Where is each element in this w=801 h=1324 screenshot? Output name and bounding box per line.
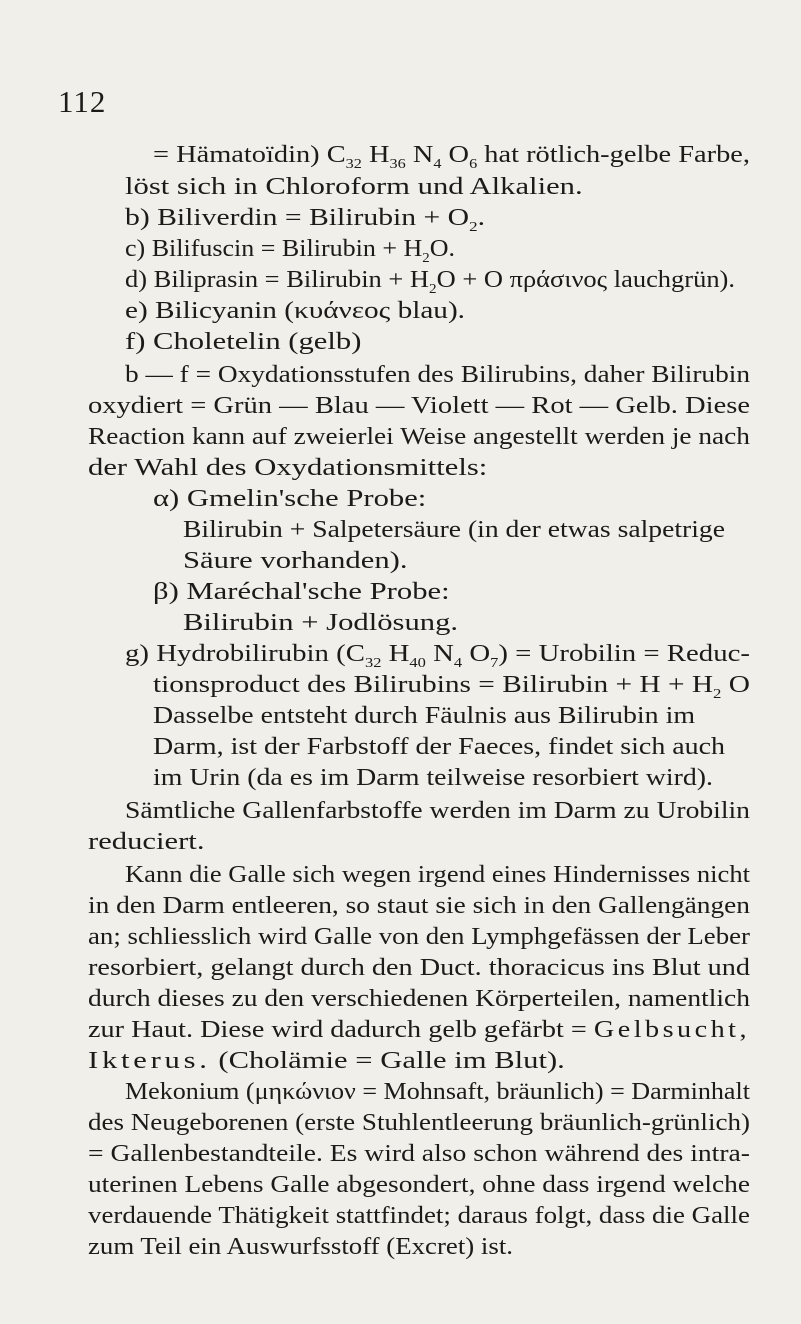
text-line bbox=[88, 1201, 750, 1231]
subscript: 6 bbox=[469, 156, 478, 172]
text-line bbox=[125, 296, 465, 326]
subscript: 32 bbox=[364, 655, 382, 671]
text-run: durch dieses zu den verschiedenen Körperteilen, namentlich bbox=[88, 985, 751, 1012]
text-run: O. bbox=[429, 235, 455, 262]
text-run: Reaction kann auf zweierlei Weise angestellt werden je nach bbox=[88, 423, 750, 450]
text-run: b — f = Oxydationsstufen des Bilirubins, daher Bilirubin bbox=[125, 361, 751, 388]
text-line bbox=[88, 1170, 750, 1200]
text-run: resorbiert, gelangt durch den Duct. thoracicus ins Blut und bbox=[88, 954, 750, 981]
subscript: 2 bbox=[429, 281, 437, 297]
text-run: Bilirubin + Jodlösung. bbox=[183, 609, 459, 636]
text-run: . bbox=[477, 204, 486, 231]
text-line bbox=[88, 827, 204, 857]
subscript: 4 bbox=[433, 156, 442, 172]
text-run: N bbox=[425, 640, 454, 667]
text-run: uterinen Lebens Galle abgesondert, ohne dass irgend welche bbox=[88, 1171, 750, 1198]
text-line bbox=[88, 453, 487, 483]
text-line bbox=[153, 701, 695, 731]
text-run: der Wahl des Oxydationsmittels: bbox=[88, 454, 488, 481]
text-line bbox=[153, 577, 450, 607]
text-run: Sämtliche Gallenfarbstoffe werden im Darm zu Urobilin bbox=[125, 797, 751, 824]
text-run: löst sich in Chloroform und Alkalien. bbox=[125, 173, 583, 200]
text-run: zum Teil ein Auswurfsstoff (Excret) ist. bbox=[88, 1233, 514, 1260]
text-line bbox=[153, 140, 750, 170]
text-run: H bbox=[361, 141, 390, 168]
text-line bbox=[88, 422, 750, 452]
page-number: 112 bbox=[58, 84, 107, 119]
text-run: d) Biliprasin = Bilirubin + H bbox=[125, 266, 430, 293]
text-line bbox=[125, 265, 735, 295]
text-run: c) Bilifuscin = Bilirubin + H bbox=[125, 235, 423, 262]
text-run: α) Gmelin'sche Probe: bbox=[153, 485, 427, 512]
text-line bbox=[153, 732, 725, 762]
text-line bbox=[125, 860, 750, 890]
text-run: β) Maréchal'sche Probe: bbox=[153, 578, 450, 605]
text-line bbox=[88, 1046, 565, 1076]
text-line bbox=[183, 515, 725, 545]
text-run: des Neugeborenen (erste Stuhlentleerung bräunlich-grünlich) bbox=[88, 1109, 750, 1136]
text-run: Dasselbe entsteht durch Fäulnis aus Bilirubin im bbox=[153, 702, 696, 729]
text-run: verdauende Thätigkeit stattfindet; daraus folgt, dass die Galle bbox=[88, 1202, 750, 1229]
subscript: 2 bbox=[713, 686, 722, 702]
text-run: O bbox=[462, 640, 491, 667]
subscript: 40 bbox=[409, 655, 426, 671]
text-run: oxydiert = Grün — Blau — Violett — Rot — Gelb. Diese bbox=[88, 392, 750, 419]
text-line bbox=[183, 608, 458, 638]
text-line bbox=[125, 172, 583, 202]
subscript: 4 bbox=[453, 655, 463, 671]
text-run: = Gallenbestandteile. Es wird also schon während des intra- bbox=[88, 1140, 751, 1167]
text-line bbox=[88, 1108, 750, 1138]
text-run: N bbox=[405, 141, 434, 168]
text-run: g) Hydrobilirubin (C bbox=[125, 640, 365, 667]
subscript: 2 bbox=[469, 219, 478, 235]
text-run: e) Bilicyanin (κυάνεος blau). bbox=[125, 297, 466, 324]
text-run: O + O πράσινος lauchgrün). bbox=[436, 266, 735, 293]
text-line bbox=[88, 953, 750, 983]
text-line bbox=[88, 1139, 750, 1169]
subscript: 36 bbox=[389, 156, 406, 172]
text-run: im Urin (da es im Darm teilweise resorbiert wird). bbox=[153, 764, 714, 791]
subscript: 32 bbox=[345, 156, 362, 172]
text-run: H bbox=[381, 640, 410, 667]
text-line bbox=[125, 796, 750, 826]
text-run: Bilirubin + Salpetersäure (in der etwas salpetrige bbox=[183, 516, 725, 543]
text-line bbox=[88, 1015, 750, 1045]
text-line bbox=[125, 360, 750, 390]
text-run: O bbox=[441, 141, 470, 168]
text-run: = Hämatoïdin) C bbox=[153, 141, 346, 168]
subscript: 7 bbox=[490, 655, 499, 671]
text-run: Mekonium (μηκώνιον = Mohnsaft, bräunlich) = Darminhalt bbox=[125, 1078, 750, 1105]
text-line bbox=[88, 1232, 513, 1262]
text-run: ) = Urobilin = Reduc- bbox=[498, 640, 750, 667]
text-line bbox=[153, 484, 426, 514]
text-line bbox=[125, 234, 455, 264]
text-run: O bbox=[721, 671, 750, 698]
text-run: hat rötlich-gelbe Farbe, bbox=[477, 141, 750, 168]
text-run: Säure vorhanden). bbox=[183, 547, 408, 574]
text-line bbox=[88, 984, 750, 1014]
text-line bbox=[125, 203, 485, 233]
text-line bbox=[88, 922, 750, 952]
text-line bbox=[125, 639, 750, 669]
spaced-term: Gelbsucht, bbox=[593, 1016, 750, 1043]
text-run: an; schliesslich wird Galle von den Lymphgefässen der Leber bbox=[88, 923, 750, 950]
spaced-term: Ikterus. bbox=[88, 1047, 211, 1074]
text-run: f) Choletelin (gelb) bbox=[125, 328, 362, 355]
text-line bbox=[153, 763, 713, 793]
text-run: Darm, ist der Farbstoff der Faeces, findet sich auch bbox=[153, 733, 726, 760]
text-run: reduciert. bbox=[88, 828, 205, 855]
text-line bbox=[125, 1077, 750, 1107]
text-run: Kann die Galle sich wegen irgend eines Hindernisses nicht bbox=[125, 861, 751, 888]
text-line bbox=[183, 546, 408, 576]
subscript: 2 bbox=[422, 250, 430, 266]
text-run: tionsproduct des Bilirubins = Bilirubin + H + H bbox=[153, 671, 714, 698]
text-run: (Cholämie = Galle im Blut). bbox=[210, 1047, 565, 1074]
text-line bbox=[153, 670, 750, 700]
text-run: in den Darm entleeren, so staut sie sich in den Gallengängen bbox=[88, 892, 750, 919]
text-line bbox=[88, 391, 750, 421]
text-run: b) Biliverdin = Bilirubin + O bbox=[125, 204, 470, 231]
text-run: zur Haut. Diese wird dadurch gelb gefärbt = bbox=[88, 1016, 594, 1043]
text-line bbox=[125, 327, 361, 357]
text-line bbox=[88, 891, 750, 921]
